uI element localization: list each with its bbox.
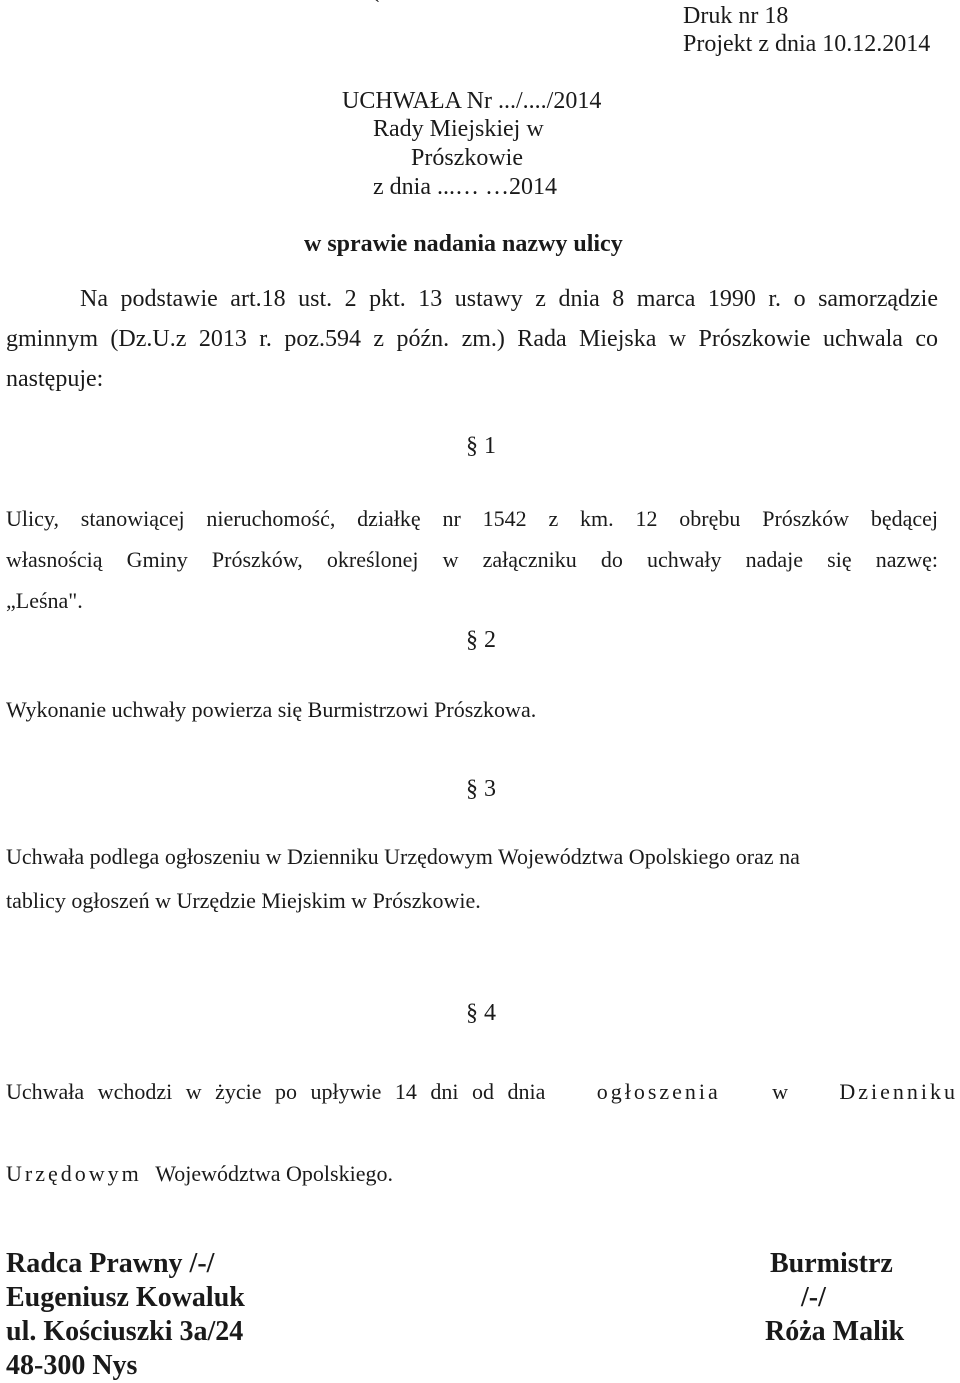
resolution-date: z dnia ...… …2014	[373, 174, 557, 200]
signature-left-line-4: 48-300 Nys	[6, 1350, 138, 1381]
signature-left-line-2: Eugeniusz Kowaluk	[6, 1282, 245, 1313]
signature-right-line-2: /-/	[801, 1282, 826, 1313]
section-1-line-3: „Leśna".	[6, 588, 83, 613]
council-name: Rady Miejskiej w	[373, 116, 544, 142]
draft-date: Projekt z dnia 10.12.2014	[683, 31, 931, 57]
print-number: Druk nr 18	[683, 3, 789, 29]
section-3-line-1: Uchwała podlega ogłoszeniu w Dzienniku Urzędowym Województwa Opolskiego oraz na	[6, 844, 800, 869]
signature-left-line-1: Radca Prawny /-/	[6, 1248, 215, 1279]
section-1-line-2: własnością Gminy Prószków, określonej w załączniku do uchwały nadaje się nazwę:	[6, 547, 938, 572]
signature-left-line-3: ul. Kościuszki 3a/24	[6, 1316, 244, 1347]
preamble-line-2: gminnym (Dz.U.z 2013 r. poz.594 z późn. zm.) Rada Miejska w Prószkowie uchwala co	[6, 326, 938, 352]
signature-right-line-3: Róża Malik	[765, 1316, 905, 1347]
section-3-heading: § 3	[466, 776, 496, 802]
preamble-line-1: Na podstawie art.18 ust. 2 pkt. 13 ustawy z dnia 8 marca 1990 r. o samorządzie	[80, 286, 938, 312]
preamble-line-3: następuje:	[6, 366, 104, 392]
section-1-heading: § 1	[466, 433, 496, 459]
stray-mark: `	[373, 0, 381, 19]
section-4-line-1-preposition: w	[772, 1079, 789, 1104]
section-2-heading: § 2	[466, 627, 496, 653]
section-4-line-1-text: Uchwała wchodzi w życie po upływie 14 dni od dnia	[6, 1079, 546, 1104]
signature-right-line-1: Burmistrz	[770, 1248, 893, 1279]
section-4-line-2-text: Województwa Opolskiego.	[155, 1161, 393, 1186]
council-town: Prószkowie	[411, 145, 523, 171]
section-1-line-1: Ulicy, stanowiącej nieruchomość, działkę nr 1542 z km. 12 obrębu Prószków będącej	[6, 506, 938, 531]
section-4-line-1	[6, 1079, 958, 1105]
resolution-subject: w sprawie nadania nazwy ulicy	[304, 231, 623, 257]
section-4-line-2	[6, 1161, 393, 1187]
resolution-number: UCHWAŁA Nr .../..../2014	[342, 88, 602, 114]
section-2-line-1: Wykonanie uchwały powierza się Burmistrzowi Prószkowa.	[6, 697, 537, 722]
section-4-heading: § 4	[466, 1000, 496, 1026]
section-4-line-1-spaced-word: ogłoszenia	[596, 1079, 721, 1104]
section-3-line-2: tablicy ogłoszeń w Urzędzie Miejskim w Prószkowie.	[6, 888, 481, 913]
section-4-line-1-spaced-journal: Dzienniku	[839, 1079, 958, 1104]
section-4-line-2-spaced-word: Urzędowym	[6, 1161, 142, 1186]
